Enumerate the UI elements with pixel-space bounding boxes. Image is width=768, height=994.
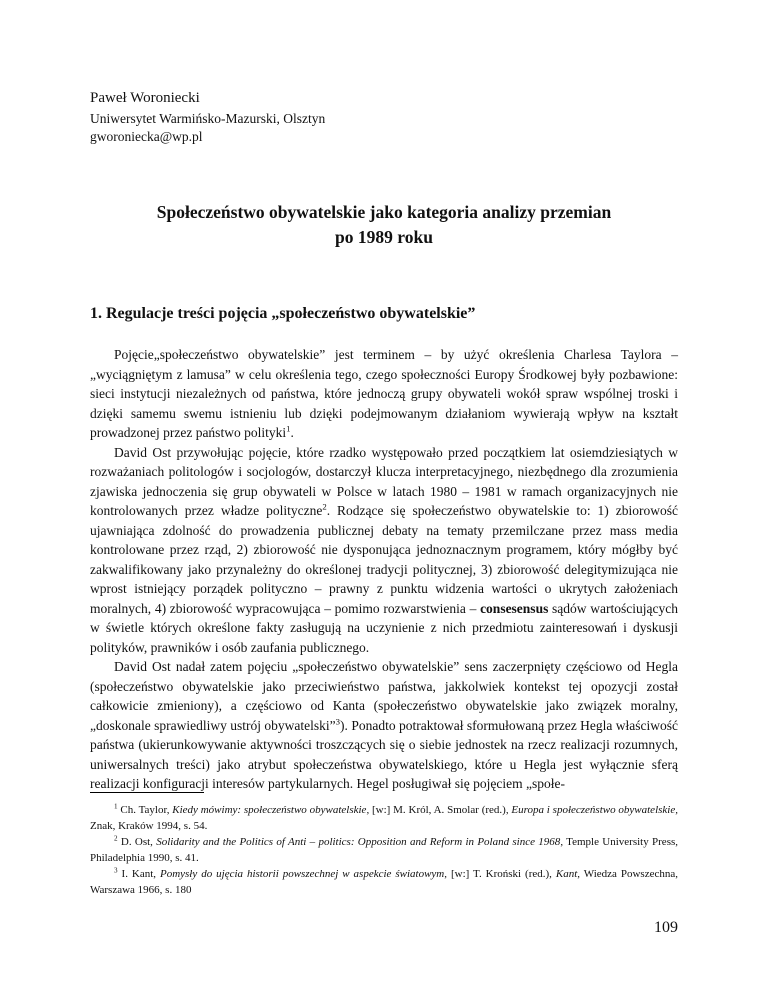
footnote-text: , Wiedza Powszechna, Warszawa 1966, s. 180	[90, 868, 678, 896]
paragraph-1	[90, 345, 678, 443]
paragraph-text-end: .	[290, 425, 294, 440]
footnote-text: , Temple University Press, Philadelphia 1990, s. 41.	[90, 836, 679, 864]
footnote-text: Znak, Kraków 1994, s. 54.	[90, 819, 208, 832]
paragraph-text: David Ost przywołując pojęcie, które rzadko występowało przed początkiem lat osiemdziesiątych w rozważaniach politologów i socjologów, dostarczył klucza interpretacyjnego, niezbędnego dla zrozumienia zjawiska jednoczenia się grup obywateli w Polsce w latach 1980 – 1981 w ramach organizacyjnych nie kontrolowanych przez władze polityczne	[90, 444, 678, 518]
footnote-text: Ch. Taylor,	[120, 804, 173, 816]
footnote-title: Pomysły do ujęcia historii powszechnej w aspekcie światowym	[159, 868, 445, 880]
footnote-2	[90, 835, 678, 866]
footnote-title: Kant	[555, 868, 578, 880]
footnote-title: Solidarity and the Politics of Anti – politics: Opposition and Reform in Poland since 1968	[156, 836, 561, 848]
footnote-1	[90, 803, 678, 834]
footnote-number: 3	[114, 866, 118, 875]
footnote-text: D. Ost,	[120, 836, 157, 848]
title-line-1: Społeczeństwo obywatelskie jako kategoria analizy przemian	[156, 202, 612, 222]
paragraph-text: ). Ponadto potraktował sformułowaną przez Hegla właściwość państwa (ukierunkowywanie aktywności troszczących się o siebie jednostek na rzecz realizacji rozumnych, uniwersalnych treści) jako atrybut społeczeństwa obywatelskiego, które u Hegla jest wyłącznie sferą realizacji konfiguracji interesów partykularnych. Hegel posługiwał się pojęciem „społe-	[90, 717, 678, 791]
footnote-text: , [w:] T. Kroński (red.),	[444, 868, 556, 880]
footnote-ref: 2	[322, 501, 327, 512]
footnote-ref: 3	[335, 716, 341, 726]
page-number: 109	[654, 919, 678, 936]
paragraph-2	[90, 443, 678, 658]
title-line-2: po 1989 roku	[335, 227, 433, 247]
footnote-3	[90, 867, 678, 898]
paragraph-text: Pojęcie„społeczeństwo obywatelskie” jest terminem – by użyć określenia Charlesa Taylora – „wyciągniętym z lamusa” w celu określenia tego, czego społeczności Europy Środkowej były pozbawione: sieci instytucji niezależnych od państwa, które jednoczą grupy obywateli wokół spraw wspólnej troski i dzięki samemu swemu istnieniu lub dzięki podejmowanym działaniom wywierają wpływ na kształt prowadzonej przez państwo polityki	[90, 347, 678, 440]
footnote-title: Kiedy mówimy: społeczeństwo obywatelskie,	[172, 804, 370, 816]
section-heading: 1. Regulacje treści pojęcia „społeczeństwo obywatelskie”	[90, 305, 476, 322]
paragraph-text: David Ost nadał zatem pojęciu „społeczeństwo obywatelskie” sens zaczerpnięty częściowo od Hegla (społeczeństwo obywatelskie jako przeciwieństwo państwa, jakkolwiek kontekst tej opozycji został całkowicie zmieniony), a częściowo od Kanta (społeczeństwo obywatelskie jako związek moralny, „doskonale sprawiedliwy ustrój obywatelski”	[90, 659, 678, 733]
paragraph-text: . Rodzące się społeczeństwo obywatelskie to: 1) zbiorowość ujawniająca zdolność do prowadzenia publicznej debaty na tematy przemilczane przez mass media kontrolowane przez rząd, 2) zbiorowość nie dysponująca jednoznacznym programem, który mógłby być zakwalifikowany jako przynależny do określonej tradycji politycznej, 3) zbiorowość delegitymizująca nie wprost istniejący porządek polityczno – prawny z punktu widzenia wartości o ukrytych założeniach moralnych, 4) zbiorowość wypracowująca – pomimo rozwarstwienia –	[90, 503, 679, 616]
footnote-number: 2	[114, 834, 118, 843]
article-title	[90, 200, 678, 250]
footnotes	[90, 803, 678, 899]
body-text	[90, 345, 678, 794]
bold-term: consesensus	[480, 600, 549, 616]
footnote-ref: 1	[286, 423, 291, 434]
affiliation: Uniwersytet Warmińsko-Mazurski, Olsztyn	[90, 111, 326, 126]
footnote-number: 1	[114, 802, 118, 811]
author-name: Paweł Woroniecki	[90, 90, 200, 106]
footnote-text: I. Kant,	[121, 868, 160, 880]
author-affiliation-block	[90, 110, 325, 146]
footnote-title: Europa i społeczeństwo obywatelskie,	[511, 804, 678, 816]
email: gworoniecka@wp.pl	[90, 129, 203, 144]
footnote-divider	[90, 792, 204, 793]
paragraph-text: sądów wartościujących w świetle których określone fakty zasługują na uczynienie z nich przedmiotu zainteresowań i dyskusji polityków, prawników i osób zaufania publicznego.	[90, 600, 678, 655]
footnote-text: [w:] M. Król, A. Smolar (red.),	[369, 804, 512, 816]
paragraph-3	[90, 657, 678, 794]
